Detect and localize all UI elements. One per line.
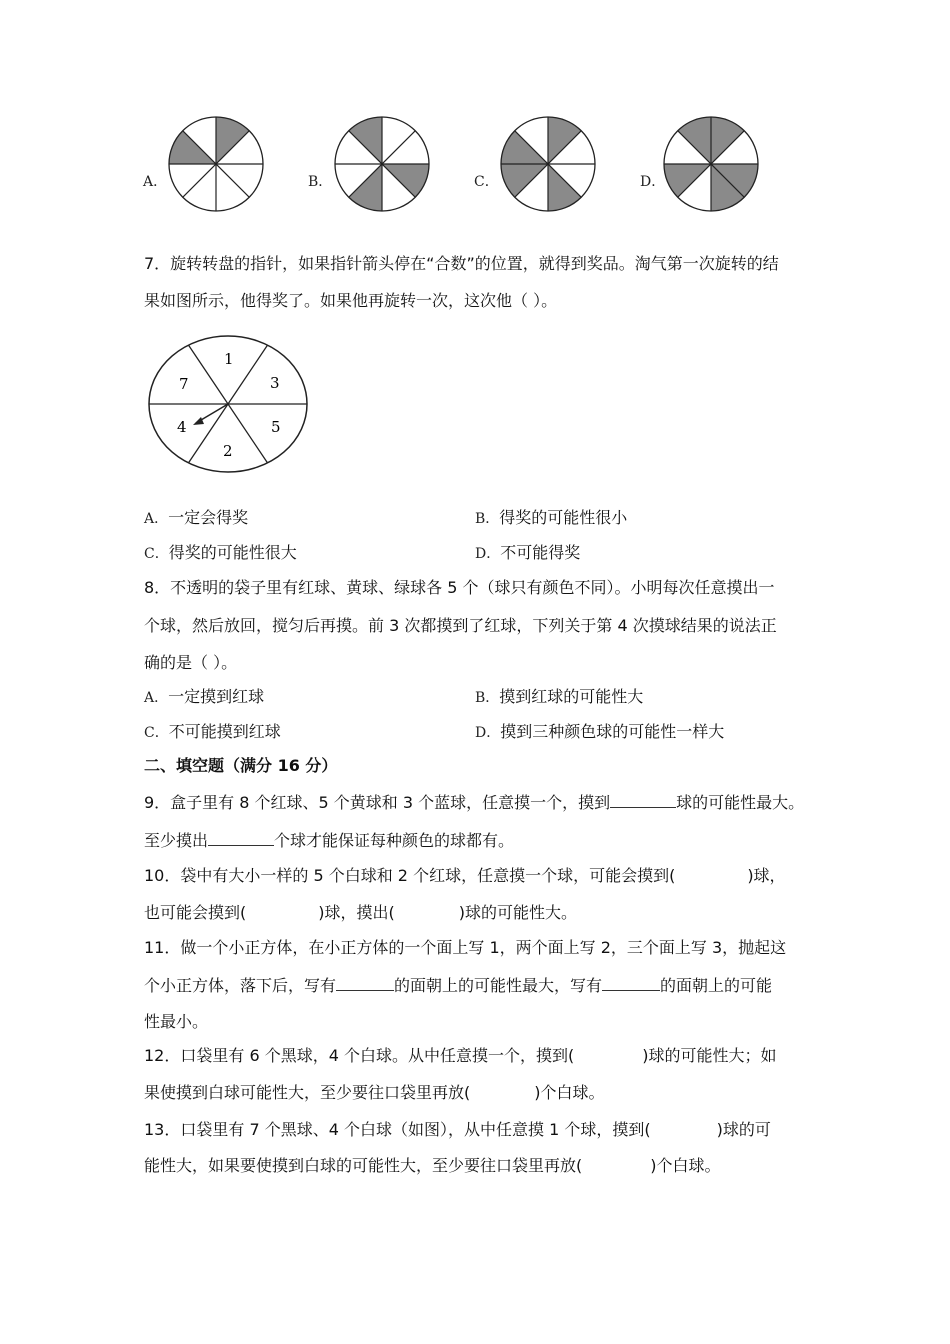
q8-line-1: 8．不透明的袋子里有红球、黄球、绿球各 5 个（球只有颜色不同）。小明每次任意摸出一 [144, 578, 775, 597]
q13-text-1a: 13．口袋里有 7 个黑球、4 个白球（如图），从中任意摸 1 个球，摸到( [144, 1120, 651, 1139]
q8-option-c-letter: C． [144, 725, 169, 741]
q9-text-2b: 个球才能保证每种颜色的球都有。 [274, 831, 515, 850]
q8-option-c-text: 不可能摸到红球 [168, 722, 281, 741]
q8-option-b-letter: B． [475, 690, 500, 706]
q13-line-2 [144, 1155, 721, 1177]
q10-line-2 [144, 902, 577, 924]
q12-text-2b: )个白球。 [534, 1083, 605, 1102]
q6-option-b-label: B． [308, 174, 333, 190]
q11-line-1: 11．做一个小正方体，在小正方体的一个面上写 1，两个面上写 2，三个面上写 3，抛起这 [144, 938, 787, 957]
q7-option-a-text: 一定会得奖 [168, 508, 249, 527]
q8-option-b-text: 摸到红球的可能性大 [499, 687, 644, 706]
q9-blank-1[interactable] [610, 791, 676, 808]
q9-line-1 [144, 791, 804, 814]
q9-line-2 [144, 829, 514, 852]
q7-line-2: 果如图所示，他得奖了。如果他再旋转一次，这次他（ ）。 [144, 291, 558, 310]
q7-wheel-number-1: 1 [224, 350, 234, 368]
q8-option-d[interactable] [475, 721, 724, 744]
q11-text-2c: 的面朝上的可能 [660, 976, 773, 995]
q10-text-2b: )球，摸出( [318, 903, 395, 922]
q7-option-a[interactable] [144, 507, 248, 530]
q6-option-c-label: C． [474, 174, 499, 190]
q6-option-a-label: A． [143, 174, 168, 190]
q7-option-a-letter: A． [144, 511, 169, 527]
q7-option-b-text: 得奖的可能性很小 [499, 508, 628, 527]
q7-spinner-figure [146, 333, 310, 475]
q7-option-c-text: 得奖的可能性很大 [168, 543, 297, 562]
q10-text-2c: )球的可能性大。 [458, 903, 577, 922]
q10-line-1 [144, 865, 786, 887]
q8-option-c[interactable] [144, 721, 281, 744]
q7-option-c-letter: C． [144, 546, 169, 562]
q7-wheel-number-2: 2 [223, 442, 233, 460]
q8-option-a[interactable] [144, 686, 264, 709]
q6-option-c-spinner [500, 116, 596, 212]
q7-wheel-number-7: 7 [179, 375, 189, 393]
q7-option-d-text: 不可能得奖 [500, 543, 581, 562]
q8-line-3: 确的是（ ）。 [144, 653, 238, 672]
q6-option-b-spinner [334, 116, 430, 212]
q8-option-d-letter: D． [475, 725, 501, 741]
q6-option-d-spinner [663, 116, 759, 212]
q7-option-d-letter: D． [475, 546, 501, 562]
q11-text-2a: 个小正方体，落下后，写有 [144, 976, 337, 995]
q7-wheel-number-3: 3 [270, 374, 280, 392]
q11-blank-2[interactable] [602, 974, 660, 991]
q12-line-2 [144, 1082, 605, 1104]
q7-line-1: 7．旋转转盘的指针，如果指针箭头停在“合数”的位置，就得到奖品。淘气第一次旋转的结 [144, 254, 779, 273]
q8-option-d-text: 摸到三种颜色球的可能性一样大 [500, 722, 725, 741]
q8-option-a-text: 一定摸到红球 [168, 687, 265, 706]
section-2-heading: 二、填空题（满分 16 分） [144, 756, 338, 775]
q7-wheel-number-5: 5 [271, 418, 281, 436]
q7-option-d[interactable] [475, 542, 580, 565]
q10-text-2a: 也可能会摸到( [144, 903, 247, 922]
q11-text-2b: 的面朝上的可能性最大，写有 [394, 976, 603, 995]
q9-text-1a: 9．盒子里有 8 个红球、5 个黄球和 3 个蓝球，任意摸一个，摸到 [144, 793, 611, 812]
q12-text-1a: 12．口袋里有 6 个黑球，4 个白球。从中任意摸一个，摸到( [144, 1046, 575, 1065]
q8-option-b[interactable] [475, 686, 643, 709]
q13-text-1b: )球的可 [716, 1120, 771, 1139]
q7-wheel-number-4: 4 [177, 418, 187, 436]
q10-text-1a: 10．袋中有大小一样的 5 个白球和 2 个红球，任意摸一个球，可能会摸到( [144, 866, 676, 885]
q9-text-1b: 球的可能性最大。 [676, 793, 805, 812]
q11-line-2 [144, 974, 772, 997]
q13-line-1 [144, 1119, 771, 1141]
q8-line-2: 个球，然后放回，搅匀后再摸。前 3 次都摸到了红球，下列关于第 4 次摸球结果的说法正 [144, 616, 777, 635]
q8-option-a-letter: A． [144, 690, 169, 706]
q9-text-2a: 至少摸出 [144, 831, 209, 850]
q6-option-d-label: D． [640, 174, 666, 190]
q7-option-c[interactable] [144, 542, 297, 565]
q11-blank-1[interactable] [336, 974, 394, 991]
q10-text-1b: )球， [747, 866, 786, 885]
q11-line-3: 性最小。 [144, 1012, 209, 1031]
q13-text-2a: 能性大，如果要使摸到白球的可能性大，至少要往口袋里再放( [144, 1156, 583, 1175]
q12-line-1 [144, 1045, 776, 1067]
q13-text-2b: )个白球。 [650, 1156, 721, 1175]
q12-text-2a: 果使摸到白球可能性大，至少要往口袋里再放( [144, 1083, 471, 1102]
q6-option-a-spinner [168, 116, 264, 212]
q7-option-b[interactable] [475, 507, 627, 530]
q7-option-b-letter: B． [475, 511, 500, 527]
q12-text-1b: )球的可能性大；如 [642, 1046, 777, 1065]
q9-blank-2[interactable] [208, 829, 274, 846]
